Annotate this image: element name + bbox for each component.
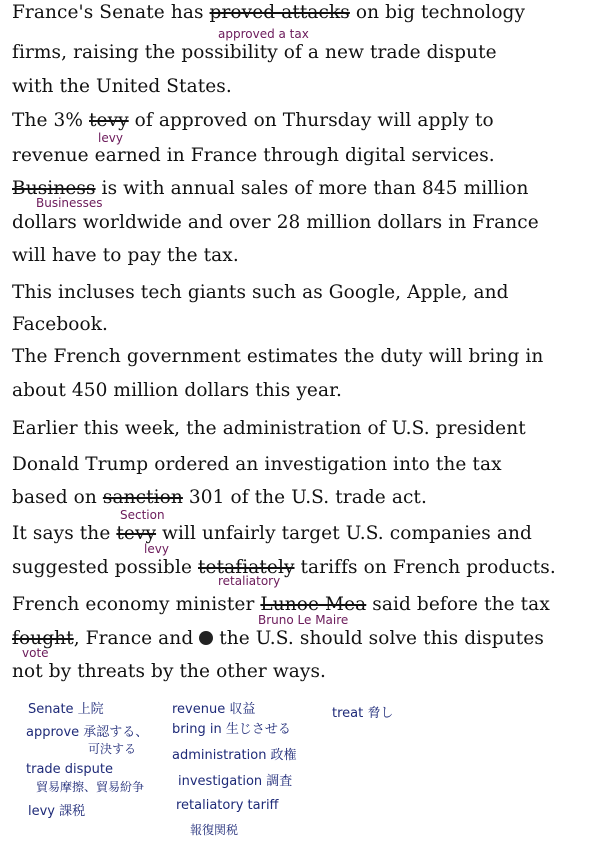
text-segment: French economy minister: [12, 594, 261, 615]
correction-section: Section: [120, 508, 165, 522]
text-segment: will unfairly target U.S. companies and: [156, 523, 532, 544]
text-segment: of approved on Thursday will apply to: [128, 110, 494, 131]
text-line-19: [12, 628, 592, 650]
text-segment: , France and: [73, 628, 200, 649]
text-line-20: not by threats by the other ways.: [12, 661, 327, 682]
text-line-9: This incluses tech giants such as Google, Apple, and: [12, 282, 509, 303]
text-segment: suggested possible: [12, 557, 199, 578]
text-line-5: revenue earned in France through digital services.: [12, 145, 495, 166]
text-segment: tariffs on French products.: [294, 557, 556, 578]
text-segment: France's Senate has: [12, 2, 210, 23]
text-segment: said before the tax: [366, 594, 550, 615]
text-line-3: with the United States.: [12, 76, 232, 97]
text-line-13: Earlier this week, the administration of U.S. president: [12, 418, 526, 439]
struck-word: tetafiately: [198, 557, 295, 578]
text-line-17: [12, 557, 592, 579]
text-line-2: firms, raising the possibility of a new trade dispute: [12, 42, 497, 63]
struck-word: fought: [12, 628, 74, 649]
struck-word: Business: [12, 178, 96, 199]
correction-levy: levy: [98, 131, 123, 145]
struck-word: tevy: [89, 110, 129, 131]
struck-word: tevy: [116, 523, 157, 544]
text-segment: It says the: [12, 523, 117, 544]
correction-approved-a-tax: approved a tax: [218, 27, 309, 41]
text-line-16: [12, 523, 592, 545]
struck-word: Lunoe Mea: [260, 594, 367, 615]
text-line-11: The French government estimates the duty will bring in: [12, 346, 544, 367]
vocab-item: bring in 生じさせる: [172, 722, 291, 737]
text-line-15: [12, 487, 592, 509]
vocab-item: trade dispute: [26, 762, 114, 777]
vocab-item: investigation 調査: [178, 774, 293, 789]
vocab-item: 可決する: [88, 742, 137, 756]
text-line-7: dollars worldwide and over 28 million dollars in France: [12, 212, 539, 233]
text-line-8: will have to pay the tax.: [12, 245, 239, 266]
struck-word: sanction: [102, 487, 183, 508]
vocab-item: administration 政権: [172, 748, 297, 763]
text-segment: The 3%: [12, 110, 90, 131]
vocab-item: treat 脅し: [332, 706, 394, 721]
vocab-item: Senate 上院: [28, 702, 104, 717]
correction-bruno-le-maire: Bruno Le Maire: [258, 613, 349, 627]
correction-retaliatory: retaliatory: [218, 574, 281, 588]
ink-blot: [199, 631, 213, 645]
text-segment: based on: [12, 487, 103, 508]
vocab-item: approve 承認する、: [26, 725, 149, 740]
struck-word: proved attacks: [209, 2, 350, 23]
vocab-item: 貿易摩擦、貿易紛争: [36, 780, 145, 794]
text-segment: the U.S. should solve this disputes: [213, 628, 544, 649]
text-line-12: about 450 million dollars this year.: [12, 380, 342, 401]
correction-businesses: Businesses: [36, 196, 103, 210]
text-line-14: Donald Trump ordered an investigation into the tax: [12, 454, 502, 475]
text-segment: 301 of the U.S. trade act.: [182, 487, 427, 508]
text-segment: on big technology: [349, 2, 526, 23]
vocab-item: 報復関税: [190, 823, 239, 837]
text-segment: is with annual sales of more than 845 million: [95, 178, 529, 199]
vocab-item: revenue 収益: [172, 702, 256, 717]
correction-vote: vote: [22, 646, 49, 660]
text-line-4: [12, 110, 592, 132]
vocab-item: retaliatory tariff: [176, 798, 279, 813]
correction-levy-2: levy: [144, 542, 169, 556]
text-line-1: [12, 2, 592, 24]
text-line-10: Facebook.: [12, 314, 109, 335]
vocab-item: levy 課税: [28, 804, 86, 819]
